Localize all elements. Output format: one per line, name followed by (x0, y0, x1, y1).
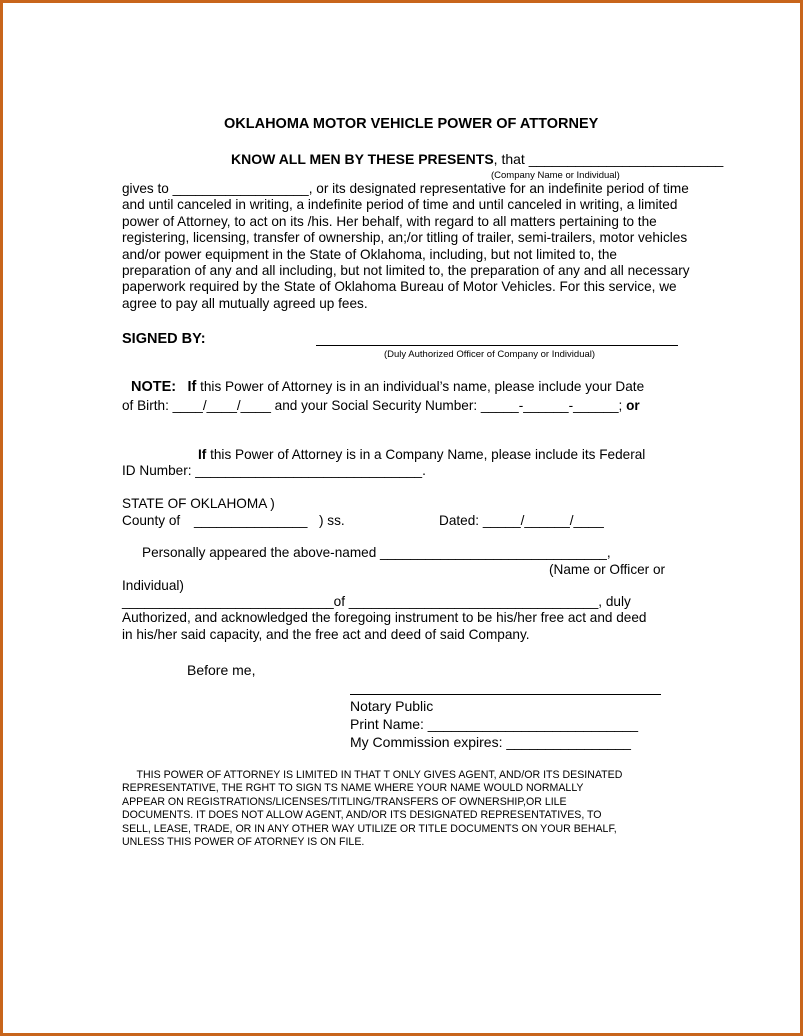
signed-by-caption: (Duly Authorized Officer of Company or Individual) (384, 349, 596, 360)
notary-public-label: Notary Public (350, 698, 434, 714)
of-line: ____________________________of _________________________________, duly (122, 594, 631, 609)
dated-line: Dated: _____/______/____ (439, 513, 604, 528)
commission-line: My Commission expires: ________________ (350, 734, 631, 750)
name-officer-caption: (Name or Officer or (549, 562, 666, 577)
signed-by-label: SIGNED BY: (122, 331, 206, 347)
grant-line: preparation of any and all including, but not limited to, the preparation of any and all necessary (122, 263, 690, 279)
dob-ssn-text: of Birth: ____/____/____ and your Social Security Number: _____-______-______; (122, 398, 627, 413)
state-line: STATE OF OKLAHOMA ) (122, 496, 275, 511)
company-line-1 (198, 447, 645, 463)
note-text: this Power of Attorney is in an individual’s name, please include your Date (196, 379, 645, 394)
disclaimer-line: REPRESENTATIVE, THE RGHT TO SIGN TS NAME WHERE YOUR NAME WOULD NORMALLY (122, 782, 584, 795)
grant-paragraph (122, 181, 722, 312)
disclaimer (122, 769, 622, 849)
grant-line: paperwork required by the State of Oklahoma Bureau of Motor Vehicles. For this service, we (122, 279, 677, 295)
note-or: or (626, 398, 640, 413)
grant-line: registering, licensing, transfer of ownership, an;/or titling of trailer, semi-trailers, motor vehicles (122, 230, 688, 246)
disclaimer-line: UNLESS THIS POWER OF ATORNEY IS ON FILE. (122, 836, 365, 849)
grant-line: and until canceled in writing, a indefinite period of time and until canceled in writing, a limited (122, 197, 678, 213)
note-line-1 (131, 379, 644, 395)
grant-line: agree to pay all mutually agreed up fees. (122, 295, 368, 311)
grant-line: and/or power equipment in the State of Oklahoma, including, but not limited to, the (122, 246, 617, 262)
ss-label: ) ss. (319, 513, 345, 528)
grant-line: gives to __________________, or its designated representative for an indefinite period of time (122, 181, 689, 196)
disclaimer-line: THIS POWER OF ATTORNEY IS LIMITED IN THAT T ONLY GIVES AGENT, AND/OR ITS DESINATED (122, 769, 623, 781)
signature-line[interactable] (316, 345, 678, 346)
individual-caption: Individual) (122, 578, 184, 593)
notary-signature-line[interactable] (350, 694, 661, 695)
know-all-line (231, 151, 723, 167)
document-title: OKLAHOMA MOTOR VEHICLE POWER OF ATTORNEY (224, 116, 599, 132)
before-me: Before me, (187, 662, 256, 678)
acknowledgment-line: in his/her said capacity, and the free act and deed of said Company. (122, 627, 530, 642)
acknowledgment-line: Authorized, and acknowledged the foregoing instrument to be his/her free act and deed (122, 610, 647, 625)
know-all-heading: KNOW ALL MEN BY THESE PRESENTS (231, 151, 494, 167)
grant-line: power of Attorney, to act on its /his. Her behalf, with regard to all matters pertaining to the (122, 213, 657, 229)
disclaimer-line: DOCUMENTS. IT DOES NOT ALLOW AGENT, AND/OR ITS DESIGNATED REPRESENTATIVES, TO (122, 809, 602, 822)
disclaimer-line: APPEAR ON REGISTRATIONS/LICENSES/TITLING/TRANSFERS OF OWNERSHIP,OR LILE (122, 795, 567, 808)
county-blank: _______________ (194, 513, 308, 528)
appeared-line: Personally appeared the above-named ______________________________, (142, 545, 611, 560)
county-label: County of (122, 513, 181, 528)
federal-id-line: ID Number: ______________________________. (122, 463, 426, 478)
company-name-caption: (Company Name or Individual) (491, 170, 620, 181)
disclaimer-line: SELL, LEASE, TRADE, OR IN ANY OTHER WAY UTILIZE OR TITLE DOCUMENTS ON YOUR BEHALF, (122, 822, 617, 835)
know-all-that: , that _________________________ (493, 151, 724, 167)
company-text: this Power of Attorney is in a Company Name, please include its Federal (206, 447, 646, 462)
note-if: If (187, 379, 197, 395)
print-name-line: Print Name: ___________________________ (350, 716, 639, 732)
company-if: If (198, 447, 207, 462)
note-label: NOTE: (131, 379, 177, 395)
note-line-2 (122, 398, 640, 414)
